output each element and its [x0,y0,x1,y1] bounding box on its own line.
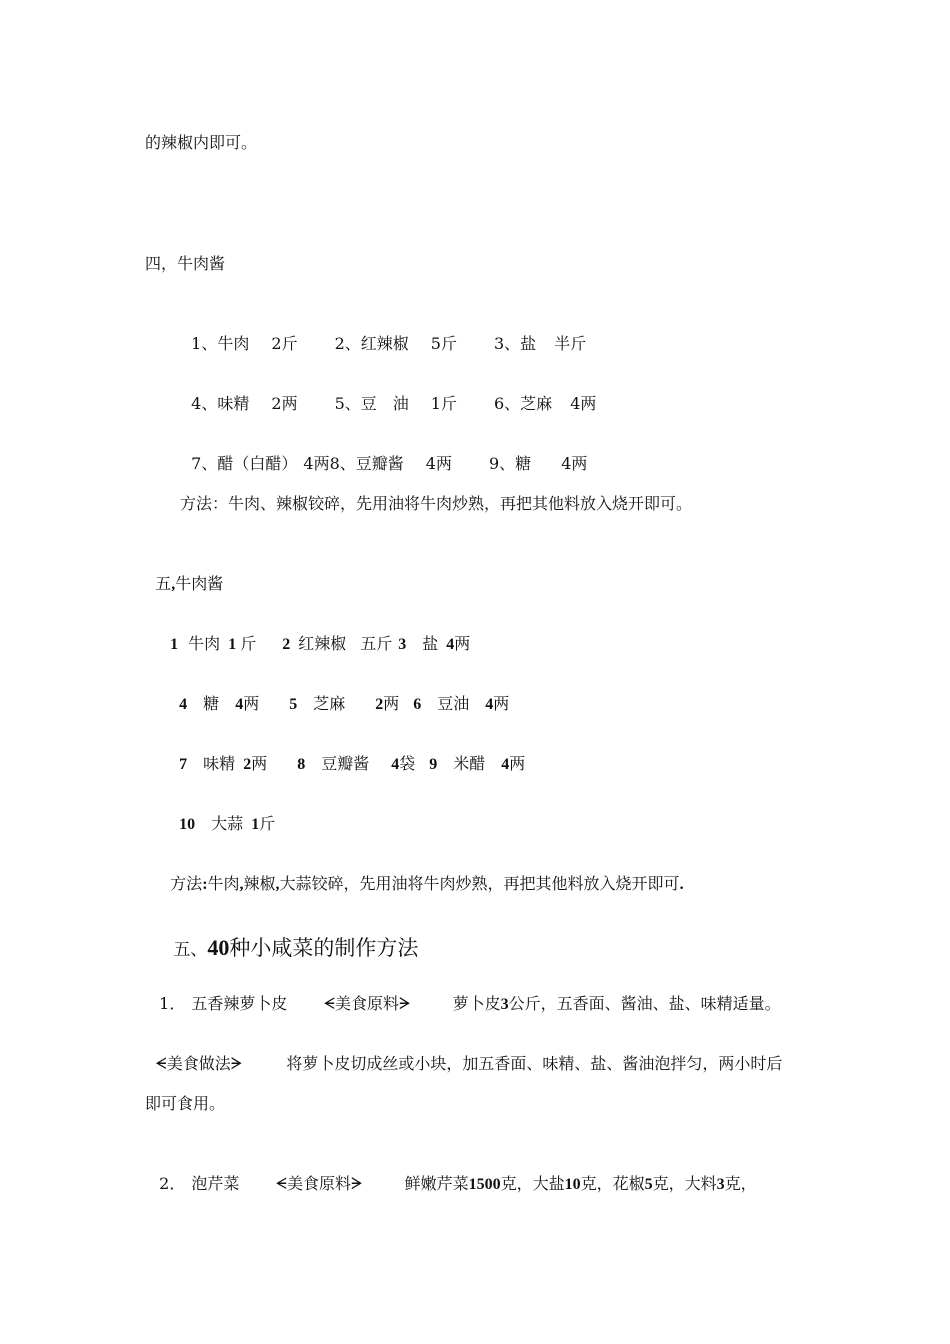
title-number: 40 [207,935,230,960]
recipe-number: 2． [159,1174,186,1193]
recipe-1-method [145,1034,782,1074]
title-text: 种小咸菜的制作方法 [229,936,419,960]
ingredients-text: 克， [724,1174,757,1193]
ingredient-number: 8 [297,756,306,773]
ingredients-text: 克，大料 [652,1174,717,1193]
recipe-name: 五香辣萝卜皮 [191,994,288,1013]
ingredient-name: 盐 [422,634,439,653]
ingredient-number: 5 [289,696,298,713]
pickles-section-title [160,909,418,963]
ingredient-name: 红辣椒 [298,634,347,653]
ingredient-number: 10 [179,816,196,833]
ingredient-name: 、豆瓣酱 [339,454,404,473]
ingredient-unit: 两 [251,754,268,773]
ingredient-unit: 袋 [399,754,416,773]
ingredient-name: 豆油 [437,694,470,713]
s5-ingredient-row-3 [169,734,525,775]
ingredient-amount: 4 [446,636,455,653]
ingredients-amount: 3 [500,996,509,1013]
ingredient-amount: 1 [251,816,260,833]
ingredients-amount: 3 [716,1176,725,1193]
ingredient-unit: 两 [571,454,588,473]
ingredients-text: 克，大盐 [500,1174,565,1193]
ingredient-unit: 斤 [440,334,457,353]
ingredient-amount: 5 [430,334,441,353]
ingredient-name: 、味精 [201,394,250,413]
heading-separator: , [171,576,176,593]
ingredients-text: 克，花椒 [580,1174,645,1193]
ingredient-number: 4 [191,394,202,413]
recipe-1-method-cont: 即可食用。 [145,1094,226,1113]
ingredient-name: 大蒜 [211,814,244,833]
s4-ingredient-row-3 [181,434,587,474]
heading-number: 五 [155,574,172,593]
ingredient-number: 9 [488,454,500,473]
ingredient-name: 、牛肉 [201,334,250,353]
ingredient-number: 8 [329,454,340,473]
ingredient-number: 2 [282,636,291,653]
ingredient-amount: 4 [485,696,494,713]
ingredient-name: 、红辣椒 [344,334,409,353]
ingredients-amount: 1500 [468,1176,501,1193]
ingredient-unit: 两 [493,694,510,713]
recipe-number: 1． [159,994,186,1013]
ingredient-unit: 斤 [240,634,257,653]
s5-ingredient-row-1 [160,614,470,655]
recipe-2-line [149,1154,757,1195]
section-4-heading: 四，牛肉酱 [145,254,226,273]
ingredient-amount: 4 [570,394,581,413]
ingredient-name: 米醋 [453,754,486,773]
method-label: ᗕ美食做法ᗒ [155,1054,243,1073]
ingredient-amount: 2 [271,394,282,413]
ingredient-number: 1 [170,636,179,653]
ingredient-amount: 4 [425,454,436,473]
ingredient-amount: 2 [243,756,252,773]
ingredient-amount: 1 [228,636,237,653]
ingredient-name: 、芝麻 [504,394,553,413]
s4-ingredient-row-1 [181,314,586,354]
method-label: 方法 [170,874,203,893]
ingredient-amount: 2 [271,334,282,353]
ingredient-name: 、糖 [499,454,532,473]
method-text: 辣椒 [243,874,276,893]
section-4-method: 方法：牛肉、辣椒铰碎，先用油将牛肉炒熟，再把其他料放入烧开即可。 [180,494,693,513]
ingredient-amount: 五斤 [360,634,393,653]
ingredient-unit: 两 [383,694,400,713]
ingredient-amount: 4 [235,696,244,713]
ingredient-number: 7 [179,756,188,773]
ingredient-name: 糖 [203,694,220,713]
ingredient-unit: 两 [509,754,526,773]
ingredient-amount: 半斤 [554,334,587,353]
ingredient-unit: 两 [454,634,471,653]
ingredient-name: 、豆 油 [344,394,409,413]
ingredient-unit: 两 [313,454,330,473]
ingredients-amount: 10 [564,1176,581,1193]
method-text: 将萝卜皮切成丝或小块，加五香面、味精、盐、酱油泡拌匀，两小时后 [286,1054,783,1073]
ingredient-name: 豆瓣酱 [321,754,370,773]
paragraph-continuation: 的辣椒内即可。 [145,133,258,152]
section-5-method [160,854,684,895]
ingredient-unit: 斤 [259,814,276,833]
section-5-heading [145,554,223,595]
ingredient-number: 6 [493,394,505,413]
ingredient-name: 、醋（白醋） [201,454,298,473]
recipe-name: 泡芹菜 [191,1174,240,1193]
ingredient-unit: 两 [435,454,452,473]
punctuation: . [679,876,684,893]
ingredient-number: 9 [429,756,438,773]
ingredient-amount: 4 [561,454,572,473]
ingredient-number: 3 [493,334,505,353]
ingredient-unit: 两 [243,694,260,713]
ingredient-unit: 两 [580,394,597,413]
punctuation: , [239,876,244,893]
title-prefix: 五、 [173,940,208,960]
ingredients-text: 鲜嫩芹菜 [404,1174,469,1193]
ingredient-number: 4 [179,696,188,713]
ingredient-amount: 4 [303,454,314,473]
punctuation: , [275,876,280,893]
ingredient-amount: 4 [391,756,400,773]
ingredient-unit: 斤 [281,334,298,353]
recipe-1-line [149,974,781,1015]
ingredients-text: 公斤，五香面、酱油、盐、味精适量。 [508,994,781,1013]
ingredient-number: 7 [191,454,202,473]
ingredient-number: 3 [398,636,407,653]
ingredient-unit: 斤 [440,394,457,413]
ingredient-number: 2 [334,334,345,353]
method-text: 牛肉 [207,874,240,893]
ingredient-name: 牛肉 [188,634,221,653]
ingredient-number: 5 [334,394,345,413]
ingredients-label: ᗕ美食原料ᗒ [323,994,411,1013]
ingredient-unit: 两 [281,394,298,413]
ingredient-amount: 4 [501,756,510,773]
ingredient-name: 芝麻 [313,694,346,713]
ingredient-name: 味精 [203,754,236,773]
s5-ingredient-row-2 [169,674,509,715]
ingredient-number: 1 [191,334,202,353]
ingredients-text: 萝卜皮 [452,994,501,1013]
s5-ingredient-row-4 [169,794,275,835]
s4-ingredient-row-2 [181,374,596,414]
method-text: 大蒜铰碎，先用油将牛肉炒熟，再把其他料放入烧开即可 [279,874,680,893]
ingredient-amount: 2 [375,696,384,713]
heading-text: 牛肉酱 [175,574,224,593]
ingredient-number: 6 [413,696,422,713]
ingredients-amount: 5 [644,1176,653,1193]
punctuation: : [202,876,208,893]
ingredient-name: 、盐 [504,334,537,353]
ingredient-amount: 1 [430,394,441,413]
ingredients-label: ᗕ美食原料ᗒ [275,1174,363,1193]
